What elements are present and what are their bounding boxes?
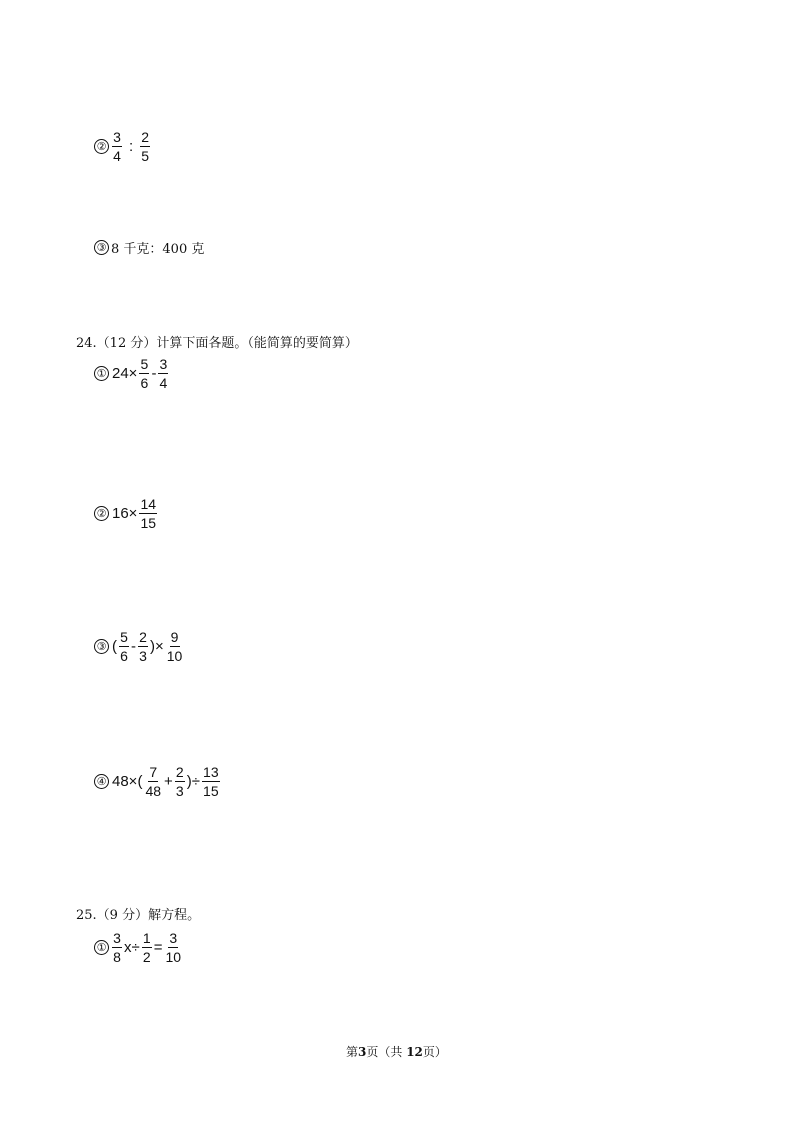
fraction: $\frac{3}{8}$ — [113, 930, 121, 965]
q23-item-3 — [94, 238, 204, 257]
circled-number-2: ② — [94, 506, 109, 521]
footer-middle: 页（共 — [366, 1045, 407, 1059]
minus-sign: - — [151, 365, 157, 382]
q24-item-4 — [94, 765, 221, 798]
fraction: $\frac{3}{10}$ — [165, 930, 182, 965]
close-paren-times: )× — [150, 638, 164, 655]
ratio-colon: : — [129, 138, 134, 155]
q24-item-3 — [94, 630, 184, 663]
q25-item-1 — [94, 931, 183, 964]
plus-sign: + — [164, 773, 173, 790]
expression-lead: 16× — [112, 505, 138, 522]
fraction: $\frac{2}{3}$ — [139, 629, 147, 664]
equals-sign: = — [153, 939, 163, 956]
question-24-title: 24.（12 分）计算下面各题。（能简算的要简算） — [76, 336, 358, 351]
expression-lead: 48×( — [112, 773, 143, 790]
q24-item-2 — [94, 497, 158, 530]
circled-number-4: ④ — [94, 774, 109, 789]
fraction: $\frac{7}{48}$ — [145, 764, 162, 799]
open-paren: ( — [112, 638, 117, 655]
circled-number-1: ① — [94, 940, 109, 955]
q24-item-1 — [94, 357, 169, 390]
fraction: $\frac{2}{3}$ — [175, 764, 184, 799]
circled-number-1: ① — [94, 366, 109, 381]
fraction: $\frac{5}{6}$ — [120, 629, 128, 664]
footer-prefix: 第 — [346, 1045, 359, 1059]
minus-sign: - — [131, 638, 136, 655]
circled-number-2: ② — [94, 139, 109, 154]
q23-item-2 — [94, 130, 151, 163]
footer-suffix: 页） — [422, 1045, 447, 1059]
fraction: $\frac{14}{15}$ — [140, 496, 157, 531]
fraction: $\frac{9}{10}$ — [166, 629, 183, 664]
variable-divide: x÷ — [124, 939, 140, 956]
fraction: $\frac{2}{5}$ — [141, 129, 150, 164]
fraction: $\frac{1}{2}$ — [142, 930, 151, 965]
expression-lead: 24× — [112, 365, 138, 382]
fraction: $\frac{3}{4}$ — [113, 129, 121, 164]
page-footer — [346, 1043, 447, 1060]
circled-number-3: ③ — [94, 240, 109, 255]
fraction: $\frac{3}{4}$ — [159, 356, 168, 391]
total-pages: 12 — [406, 1045, 423, 1059]
close-paren-divide: )÷ — [186, 773, 201, 790]
question-25-title: 25.（9 分）解方程。 — [76, 908, 201, 923]
fraction: $\frac{5}{6}$ — [140, 356, 149, 391]
fraction: $\frac{13}{15}$ — [203, 764, 219, 799]
ratio-expression: 8 千克：400 克 — [111, 242, 205, 257]
page-number: 3 — [358, 1045, 367, 1059]
circled-number-3: ③ — [94, 639, 109, 654]
